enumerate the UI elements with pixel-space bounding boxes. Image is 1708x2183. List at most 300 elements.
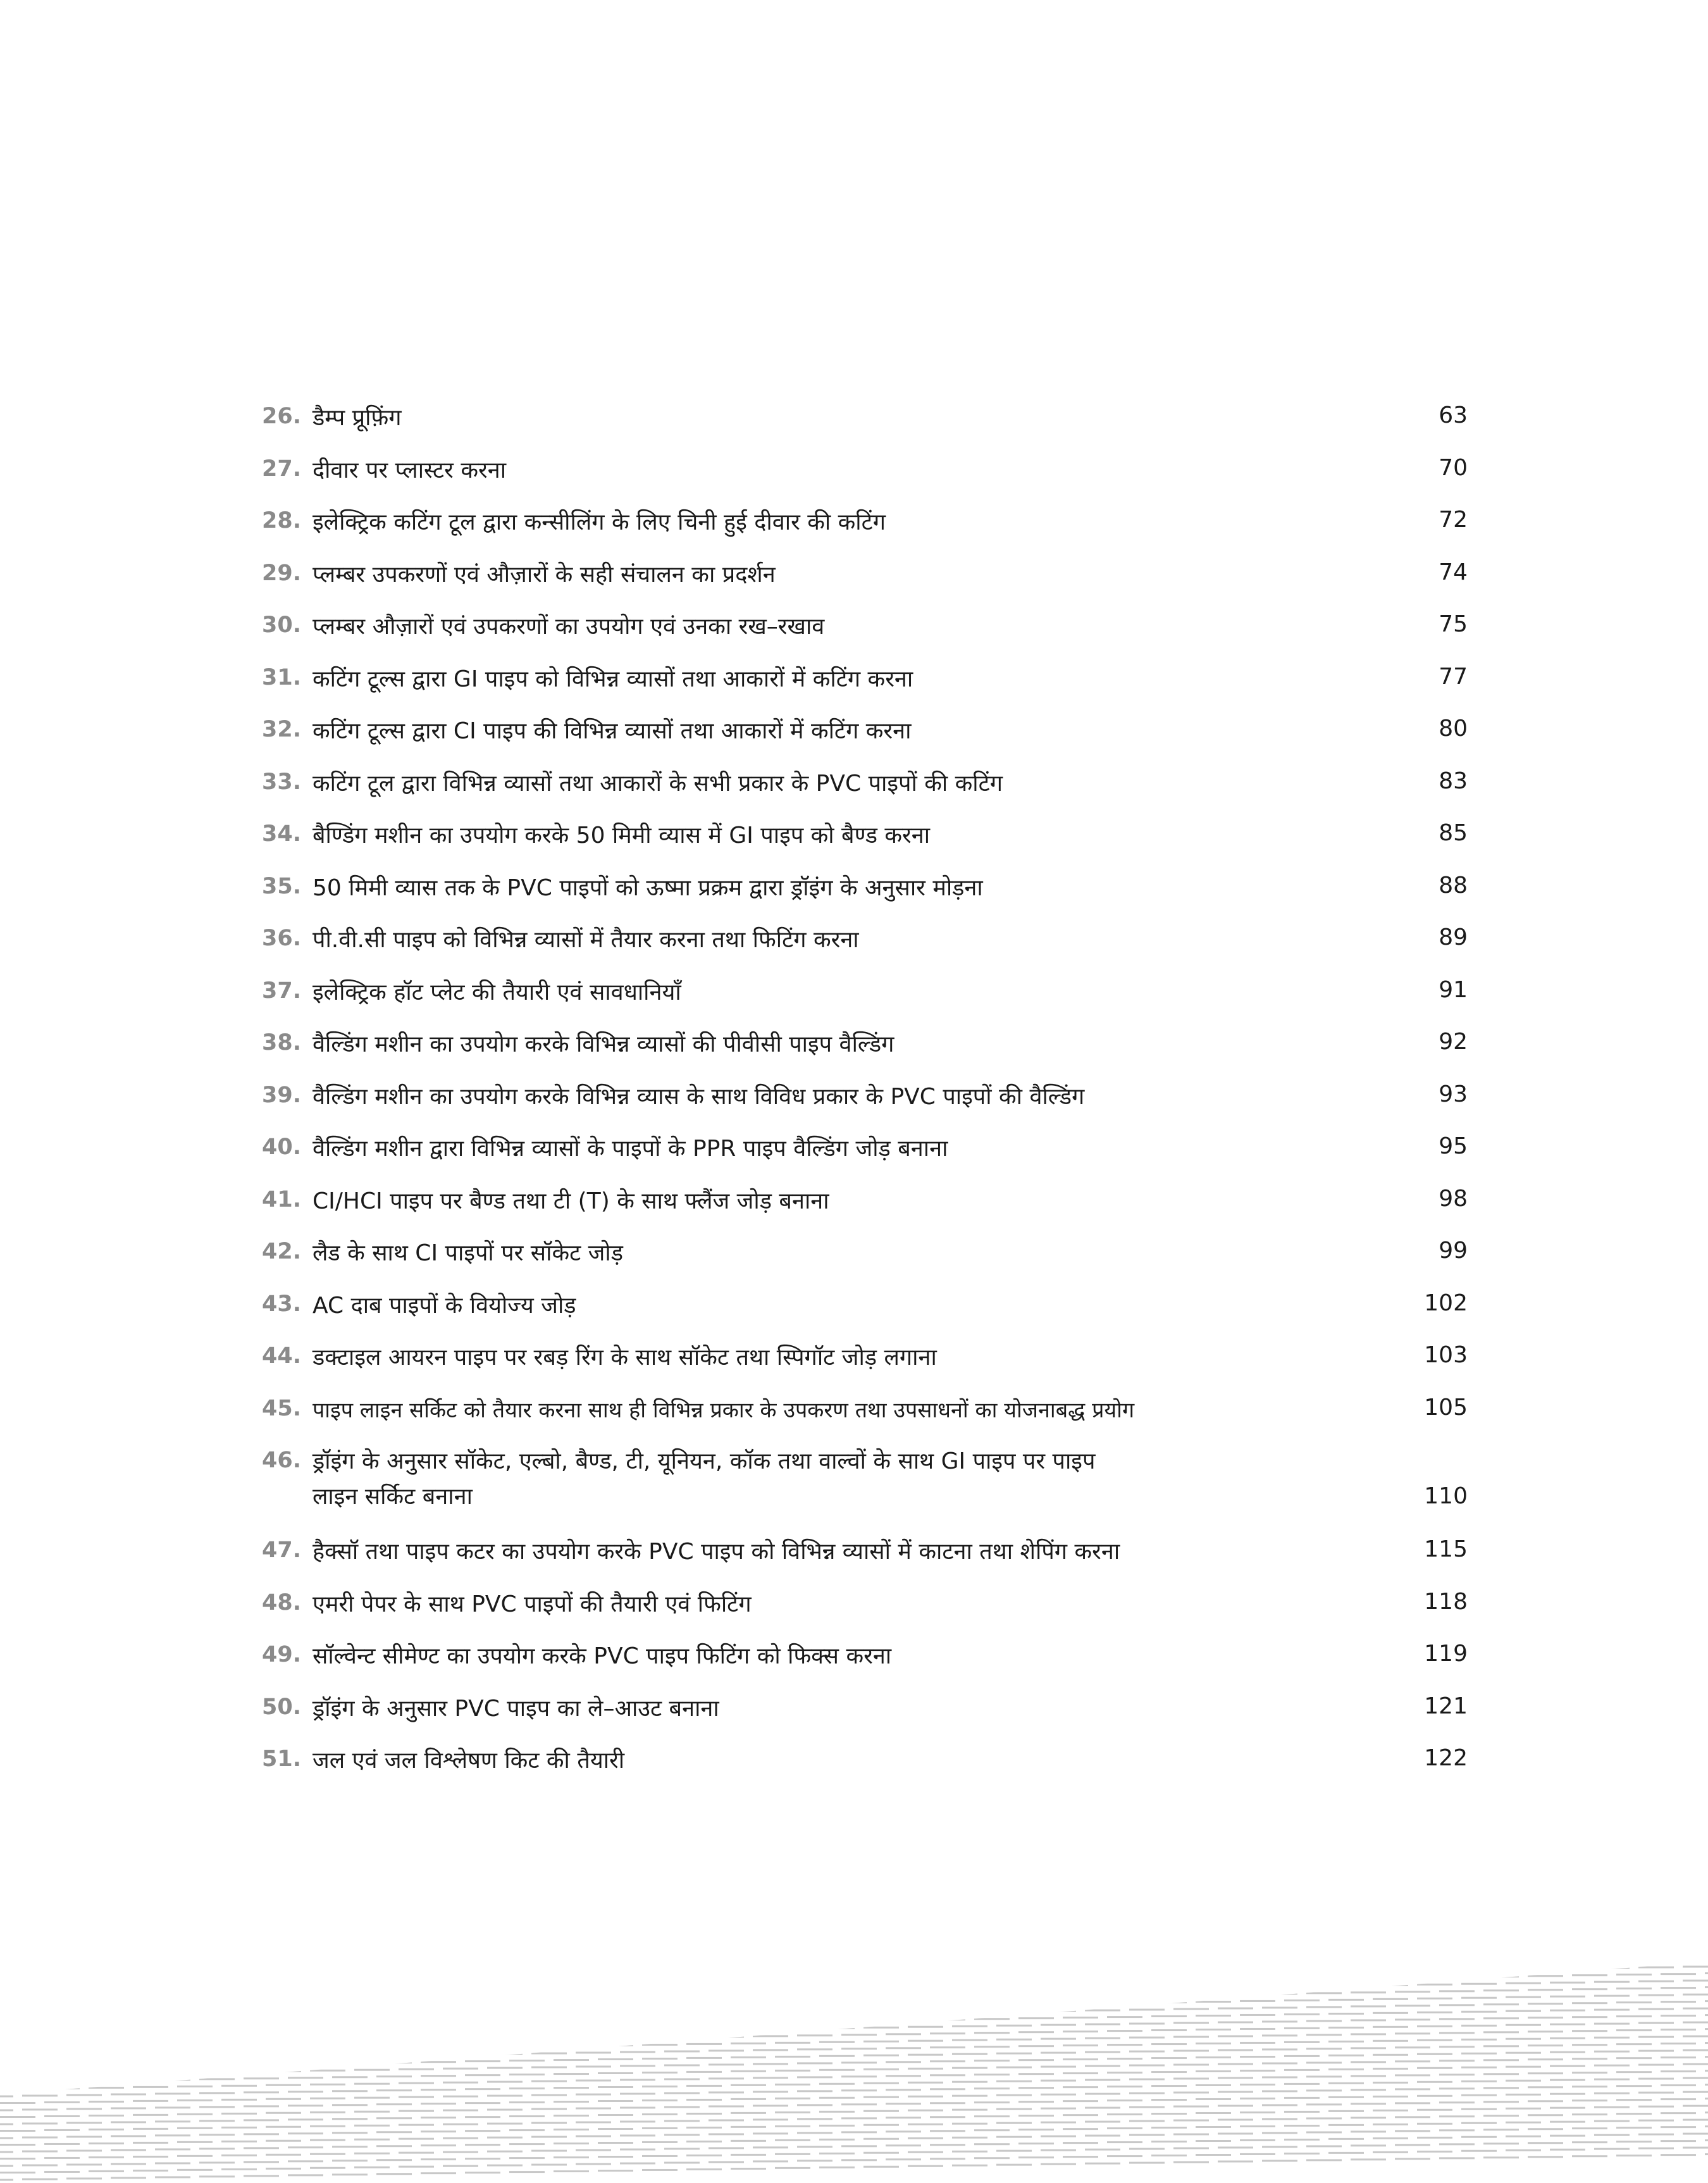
stripe-dash: [1395, 2046, 1430, 2048]
stripe-dash: [155, 2079, 190, 2080]
stripe-dash: [598, 2072, 633, 2074]
stripe-dash: [1284, 1958, 1320, 1960]
stripe-dash: [797, 2104, 832, 2106]
stripe-dash: [531, 2025, 567, 2027]
stripe-dash: [1063, 1947, 1098, 1949]
stripe-dash: [0, 2165, 13, 2167]
stripe-dash: [554, 2101, 589, 2103]
stripe-dash: [797, 2034, 832, 2036]
stripe-dash: [819, 2069, 855, 2071]
entry-page-number: 122: [1424, 1745, 1468, 1771]
stripe-dash: [199, 2134, 235, 2136]
stripe-dash: [1018, 2115, 1054, 2117]
stripe-dash: [1351, 2033, 1386, 2035]
entry-title: वैल्डिंग मशीन द्वारा विभिन्न व्यासों के पाइपों के PPR पाइप वैल्डिंग जोड़ बनाना: [313, 1136, 948, 1162]
stripe-dash: [1018, 1989, 1054, 1991]
stripe-dash: [1284, 1972, 1320, 1974]
stripe-dash: [244, 2022, 279, 2024]
stripe-dash: [266, 2029, 301, 2031]
stripe-dash: [1528, 2114, 1563, 2116]
stripe-dash: [465, 1977, 500, 1979]
stripe-dash: [1173, 1953, 1209, 1955]
stripe-dash: [465, 2144, 500, 2146]
stripe-dash: [0, 2026, 13, 2028]
stripe-dash: [44, 2129, 80, 2131]
entry-title: प्लम्बर उपकरणों एवं औज़ारों के सही संचालन का प्रदर्शन: [313, 561, 776, 588]
stripe-dash: [1328, 2138, 1364, 2140]
stripe-dash: [465, 1991, 500, 1993]
stripe-dash: [133, 2142, 168, 2144]
stripe-dash: [1395, 2144, 1430, 2146]
stripe-dash: [642, 2016, 678, 2018]
stripe-dash: [487, 2095, 523, 2097]
stripe-dash: [753, 2007, 788, 2009]
stripe-dash: [1063, 2072, 1098, 2074]
stripe-dash: [1395, 2130, 1430, 2132]
stripe-dash: [1328, 2055, 1364, 2056]
stripe-dash: [863, 2068, 899, 2070]
stripe-dash: [531, 1997, 567, 1999]
stripe-dash: [930, 2130, 965, 2132]
stripe-dash: [753, 2063, 788, 2065]
stripe-dash: [1395, 2158, 1430, 2160]
stripe-dash: [0, 1991, 35, 1993]
stripe-dash: [1196, 1931, 1231, 1933]
entry-page-number: 99: [1439, 1238, 1468, 1264]
entry-page-number: 110: [1424, 1483, 1468, 1509]
stripe-dash: [731, 2070, 766, 2072]
stripe-dash: [1107, 2113, 1142, 2115]
stripe-dash: [554, 2143, 589, 2144]
stripe-dash: [155, 1995, 190, 1997]
entry-number: 38.: [261, 1030, 301, 1055]
stripe-dash: [133, 2044, 168, 2046]
entry-number: 29.: [261, 560, 301, 586]
stripe-dash: [0, 2179, 13, 2181]
stripe-dash: [310, 2000, 345, 2002]
stripe-dash: [199, 2078, 235, 2080]
stripe-dash: [266, 2126, 301, 2128]
entry-page-number: 83: [1439, 768, 1468, 794]
stripe-dash: [1328, 1971, 1364, 1973]
stripe-dash: [133, 1975, 168, 1977]
stripe-dash: [199, 1953, 235, 1955]
stripe-dash: [1284, 2139, 1320, 2141]
stripe-dash: [1638, 2022, 1674, 2024]
stripe-dash: [1683, 2008, 1708, 2010]
stripe-dash: [1616, 2113, 1652, 2115]
stripe-dash: [421, 1977, 456, 1979]
stripe-dash: [66, 1996, 102, 1998]
stripe-dash: [1196, 2070, 1231, 2072]
stripe-dash: [731, 2056, 766, 2058]
stripe-dash: [1506, 2108, 1541, 2110]
stripe-dash: [863, 1999, 899, 2001]
stripe-dash: [664, 2078, 700, 2080]
stripe-dash: [155, 2148, 190, 2150]
stripe-dash: [1328, 2041, 1364, 2043]
stripe-dash: [1041, 2136, 1076, 2137]
stripe-dash: [996, 2122, 1032, 2124]
stripe-dash: [598, 2031, 633, 2032]
stripe-dash: [1240, 1972, 1275, 1974]
stripe-dash: [443, 2137, 478, 2139]
stripe-dash: [310, 2125, 345, 2127]
stripe-dash: [443, 1943, 478, 1944]
stripe-dash: [89, 2059, 124, 2061]
stripe-dash: [642, 2113, 678, 2115]
stripe-dash: [1328, 2152, 1364, 2154]
stripe-dash: [930, 2102, 965, 2104]
entry-title: दीवार पर प्लास्टर करना: [313, 457, 507, 483]
stripe-dash: [221, 2043, 257, 2045]
stripe-dash: [1173, 2161, 1209, 2163]
stripe-dash: [664, 1981, 700, 1982]
stripe-dash: [886, 2005, 921, 2007]
stripe-dash: [620, 1953, 655, 1955]
toc-entry-36: [0, 914, 1708, 967]
stripe-dash: [1173, 2022, 1209, 2024]
stripe-dash: [288, 2132, 323, 2134]
entry-title: पी.वी.सी पाइप को विभिन्न व्यासों में तैयार करना तथा फिटिंग करना: [313, 927, 859, 953]
stripe-dash: [952, 1984, 987, 1986]
stripe-dash: [288, 1951, 323, 1953]
stripe-dash: [133, 2128, 168, 2130]
stripe-dash: [1196, 2126, 1231, 2128]
stripe-dash: [1063, 2100, 1098, 2102]
stripe-dash: [686, 2168, 722, 2170]
stripe-dash: [1151, 2057, 1187, 2059]
stripe-dash: [709, 1994, 744, 1996]
stripe-dash: [1661, 2015, 1696, 2017]
stripe-dash: [1173, 2148, 1209, 2149]
stripe-dash: [819, 2083, 855, 2085]
stripe-dash: [22, 2136, 58, 2138]
stripe-dash: [1151, 2127, 1187, 2129]
stripe-dash: [89, 2101, 124, 2103]
stripe-dash: [155, 2009, 190, 2011]
stripe-dash: [974, 2143, 1010, 2145]
stripe-dash: [1417, 1928, 1452, 1930]
stripe-dash: [1594, 1995, 1630, 1997]
stripe-dash: [576, 1996, 611, 1998]
stripe-dash: [1461, 1969, 1497, 1971]
stripe-dash: [1085, 1954, 1120, 1956]
stripe-dash: [487, 1942, 523, 1944]
stripe-dash: [554, 1962, 589, 1963]
stripe-dash: [133, 2086, 168, 2088]
stripe-dash: [886, 2103, 921, 2105]
stripe-dash: [576, 2066, 611, 2068]
stripe-dash: [886, 2033, 921, 2035]
stripe-dash: [44, 2032, 80, 2034]
stripe-dash: [531, 2039, 567, 2041]
stripe-dash: [155, 2176, 190, 2178]
stripe-dash: [244, 2077, 279, 2079]
stripe-dash: [1173, 2064, 1209, 2066]
entry-title: डक्टाइल आयरन पाइप पर रबड़ रिंग के साथ सॉकेट तथा स्पिगॉट जोड़ लगाना: [313, 1345, 937, 1371]
stripe-dash: [199, 2050, 235, 2052]
stripe-dash: [1395, 1977, 1430, 1979]
stripe-dash: [1218, 2049, 1253, 2051]
stripe-dash: [1594, 1981, 1630, 1983]
stripe-dash: [1262, 2048, 1297, 2050]
stripe-dash: [310, 1972, 345, 1974]
stripe-dash: [1218, 2146, 1253, 2148]
stripe-dash: [44, 2087, 80, 2089]
stripe-dash: [1107, 2072, 1142, 2074]
stripe-dash: [487, 2151, 523, 2153]
stripe-dash: [399, 2013, 434, 2015]
stripe-dash: [930, 2005, 965, 2006]
stripe-dash: [1284, 2111, 1320, 2113]
stripe-dash: [1196, 2154, 1231, 2156]
toc-entry-28: [0, 497, 1708, 549]
stripe-dash: [1461, 1983, 1497, 1985]
entry-title: पाइप लाइन सर्किट को तैयार करना साथ ही विभिन्न प्रकार के उपकरण तथा उपसाधनों का योजनाबद्ध प्रयोग: [313, 1397, 1135, 1423]
stripe-dash: [974, 1962, 1010, 1964]
stripe-dash: [863, 2082, 899, 2084]
stripe-dash: [797, 1965, 832, 1967]
stripe-dash: [686, 2043, 722, 2045]
stripe-dash: [0, 2082, 13, 2084]
stripe-dash: [1085, 2024, 1120, 2025]
stripe-dash: [354, 2083, 390, 2085]
stripe-dash: [1196, 1959, 1231, 1961]
stripe-dash: [1616, 2029, 1652, 2031]
stripe-dash: [111, 1954, 146, 1956]
stripe-dash: [863, 1957, 899, 1959]
stripe-dash: [996, 2011, 1032, 2013]
stripe-dash: [1528, 2156, 1563, 2158]
stripe-dash: [221, 2127, 257, 2129]
stripe-dash: [1572, 2044, 1607, 2046]
stripe-dash: [399, 2096, 434, 2098]
stripe-dash: [775, 2014, 810, 2016]
stripe-dash: [266, 2015, 301, 2017]
stripe-dash: [354, 1986, 390, 1987]
stripe-dash: [332, 2048, 368, 2050]
stripe-dash: [44, 2143, 80, 2145]
stripe-dash: [819, 2000, 855, 2001]
stripe-dash: [1439, 2004, 1475, 2006]
stripe-dash: [1306, 2048, 1342, 2049]
stripe-dash: [199, 2022, 235, 2024]
stripe-dash: [554, 2059, 589, 2061]
stripe-dash: [1107, 2099, 1142, 2101]
stripe-dash: [1483, 2143, 1519, 2144]
stripe-dash: [177, 2155, 213, 2157]
stripe-dash: [1173, 2106, 1209, 2108]
stripe-dash: [1063, 2142, 1098, 2144]
stripe-dash: [686, 1946, 722, 1948]
stripe-dash: [731, 2154, 766, 2156]
stripe-dash: [709, 2147, 744, 2149]
stripe-dash: [1683, 1952, 1708, 1954]
stripe-dash: [620, 2037, 655, 2039]
stripe-dash: [797, 2160, 832, 2161]
stripe-dash: [376, 2089, 412, 2091]
stripe-dash: [199, 2148, 235, 2149]
stripe-dash: [1218, 1979, 1253, 1981]
stripe-dash: [686, 2085, 722, 2087]
stripe-dash: [797, 2132, 832, 2134]
stripe-dash: [288, 2077, 323, 2079]
stripe-dash: [1284, 2041, 1320, 2043]
stripe-dash: [221, 2141, 257, 2143]
stripe-dash: [1506, 2052, 1541, 2054]
stripe-dash: [1063, 2003, 1098, 2005]
stripe-dash: [443, 2124, 478, 2125]
stripe-dash: [1594, 2079, 1630, 2080]
stripe-dash: [354, 1944, 390, 1946]
stripe-dash: [1151, 2141, 1187, 2143]
stripe-dash: [775, 2084, 810, 2086]
stripe-dash: [111, 1996, 146, 1998]
stripe-dash: [1218, 2063, 1253, 2065]
stripe-dash: [22, 2011, 58, 2013]
stripe-dash: [1461, 1955, 1497, 1957]
stripe-dash: [819, 2153, 855, 2155]
stripe-dash: [952, 2123, 987, 2125]
stripe-dash: [819, 2125, 855, 2127]
stripe-dash: [642, 1988, 678, 1990]
stripe-dash: [465, 2116, 500, 2118]
stripe-dash: [664, 1967, 700, 1968]
stripe-dash: [1638, 2106, 1674, 2108]
stripe-dash: [1616, 1960, 1652, 1962]
stripe-dash: [199, 1981, 235, 1982]
stripe-dash: [598, 2086, 633, 2088]
stripe-dash: [952, 1942, 987, 1944]
stripe-dash: [531, 2164, 567, 2166]
stripe-dash: [1572, 1988, 1607, 1990]
stripe-dash: [1373, 2124, 1408, 2125]
stripe-dash: [886, 1963, 921, 1965]
stripe-dash: [22, 2094, 58, 2096]
stripe-dash: [221, 2057, 257, 2059]
stripe-dash: [1018, 2101, 1054, 2103]
stripe-dash: [996, 2039, 1032, 2041]
stripe-dash: [664, 1994, 700, 1996]
stripe-dash: [1550, 2079, 1585, 2081]
stripe-dash: [1705, 1986, 1708, 1988]
stripe-dash: [1240, 2070, 1275, 2072]
stripe-dash: [1063, 1975, 1098, 1977]
stripe-dash: [797, 2076, 832, 2078]
stripe-dash: [266, 1945, 301, 1947]
stripe-dash: [310, 2098, 345, 2099]
stripe-dash: [709, 1980, 744, 1982]
entry-number: 41.: [261, 1186, 301, 1212]
stripe-dash: [1262, 1951, 1297, 1953]
stripe-dash: [731, 2140, 766, 2142]
stripe-dash: [288, 2063, 323, 2065]
stripe-dash: [531, 1941, 567, 1943]
stripe-dash: [1018, 2073, 1054, 2075]
stripe-dash: [775, 2028, 810, 2030]
stripe-dash: [531, 2067, 567, 2068]
stripe-dash: [1550, 1982, 1585, 1984]
stripe-dash: [177, 1988, 213, 1990]
stripe-dash: [775, 2098, 810, 2099]
stripe-dash: [1284, 2125, 1320, 2127]
stripe-dash: [642, 1974, 678, 1976]
stripe-dash: [664, 2022, 700, 2024]
stripe-dash: [1063, 2086, 1098, 2088]
stripe-dash: [554, 2170, 589, 2172]
stripe-dash: [376, 1964, 412, 1966]
stripe-dash: [177, 2086, 213, 2087]
stripe-dash: [244, 2091, 279, 2093]
stripe-dash: [1173, 1967, 1209, 1968]
stripe-dash: [44, 1976, 80, 1978]
stripe-dash: [1306, 2089, 1342, 2091]
stripe-dash: [89, 2087, 124, 2089]
stripe-dash: [1196, 2029, 1231, 2031]
stripe-dash: [819, 1944, 855, 1946]
stripe-dash: [1151, 2071, 1187, 2073]
stripe-dash: [1107, 2058, 1142, 2060]
stripe-dash: [908, 2040, 943, 2042]
stripe-dash: [886, 2158, 921, 2160]
stripe-dash: [1018, 2129, 1054, 2130]
stripe-dash: [1395, 1991, 1430, 1993]
stripe-dash: [775, 2153, 810, 2155]
stripe-dash: [930, 2144, 965, 2146]
stripe-dash: [841, 2089, 877, 2091]
stripe-dash: [576, 2038, 611, 2040]
stripe-dash: [399, 2082, 434, 2084]
entry-number: 39.: [261, 1082, 301, 1108]
stripe-dash: [554, 1989, 589, 1991]
stripe-dash: [886, 2144, 921, 2146]
stripe-dash: [0, 2144, 35, 2146]
stripe-dash: [620, 2009, 655, 2011]
toc-entry-48: [0, 1579, 1708, 1631]
stripe-dash: [1240, 2111, 1275, 2113]
stripe-dash: [1661, 2056, 1696, 2058]
stripe-dash: [1151, 2113, 1187, 2115]
stripe-dash: [1417, 1956, 1452, 1958]
stripe-dash: [1218, 2077, 1253, 2079]
stripe-dash: [1373, 2026, 1408, 2028]
stripe-dash: [1351, 2130, 1386, 2132]
stripe-dash: [1041, 2010, 1076, 2012]
stripe-dash: [1041, 1955, 1076, 1956]
stripe-dash: [465, 2018, 500, 2020]
stripe-dash: [1661, 1987, 1696, 1989]
stripe-dash: [1063, 1961, 1098, 1963]
stripe-dash: [1240, 2139, 1275, 2141]
stripe-dash: [908, 2082, 943, 2084]
stripe-dash: [1306, 2020, 1342, 2022]
stripe-dash: [310, 1958, 345, 1960]
stripe-dash: [1328, 1943, 1364, 1945]
stripe-dash: [531, 2094, 567, 2096]
stripe-dash: [133, 1989, 168, 1991]
stripe-dash: [1173, 1939, 1209, 1941]
stripe-dash: [598, 2170, 633, 2172]
stripe-dash: [1085, 1996, 1120, 1998]
stripe-dash: [1018, 1962, 1054, 1963]
entry-number: 51.: [261, 1746, 301, 1772]
stripe-dash: [598, 2156, 633, 2158]
stripe-dash: [288, 2007, 323, 2009]
stripe-dash: [1661, 2126, 1696, 2128]
entry-page-number: 85: [1439, 820, 1468, 846]
stripe-dash: [1417, 2137, 1452, 2139]
